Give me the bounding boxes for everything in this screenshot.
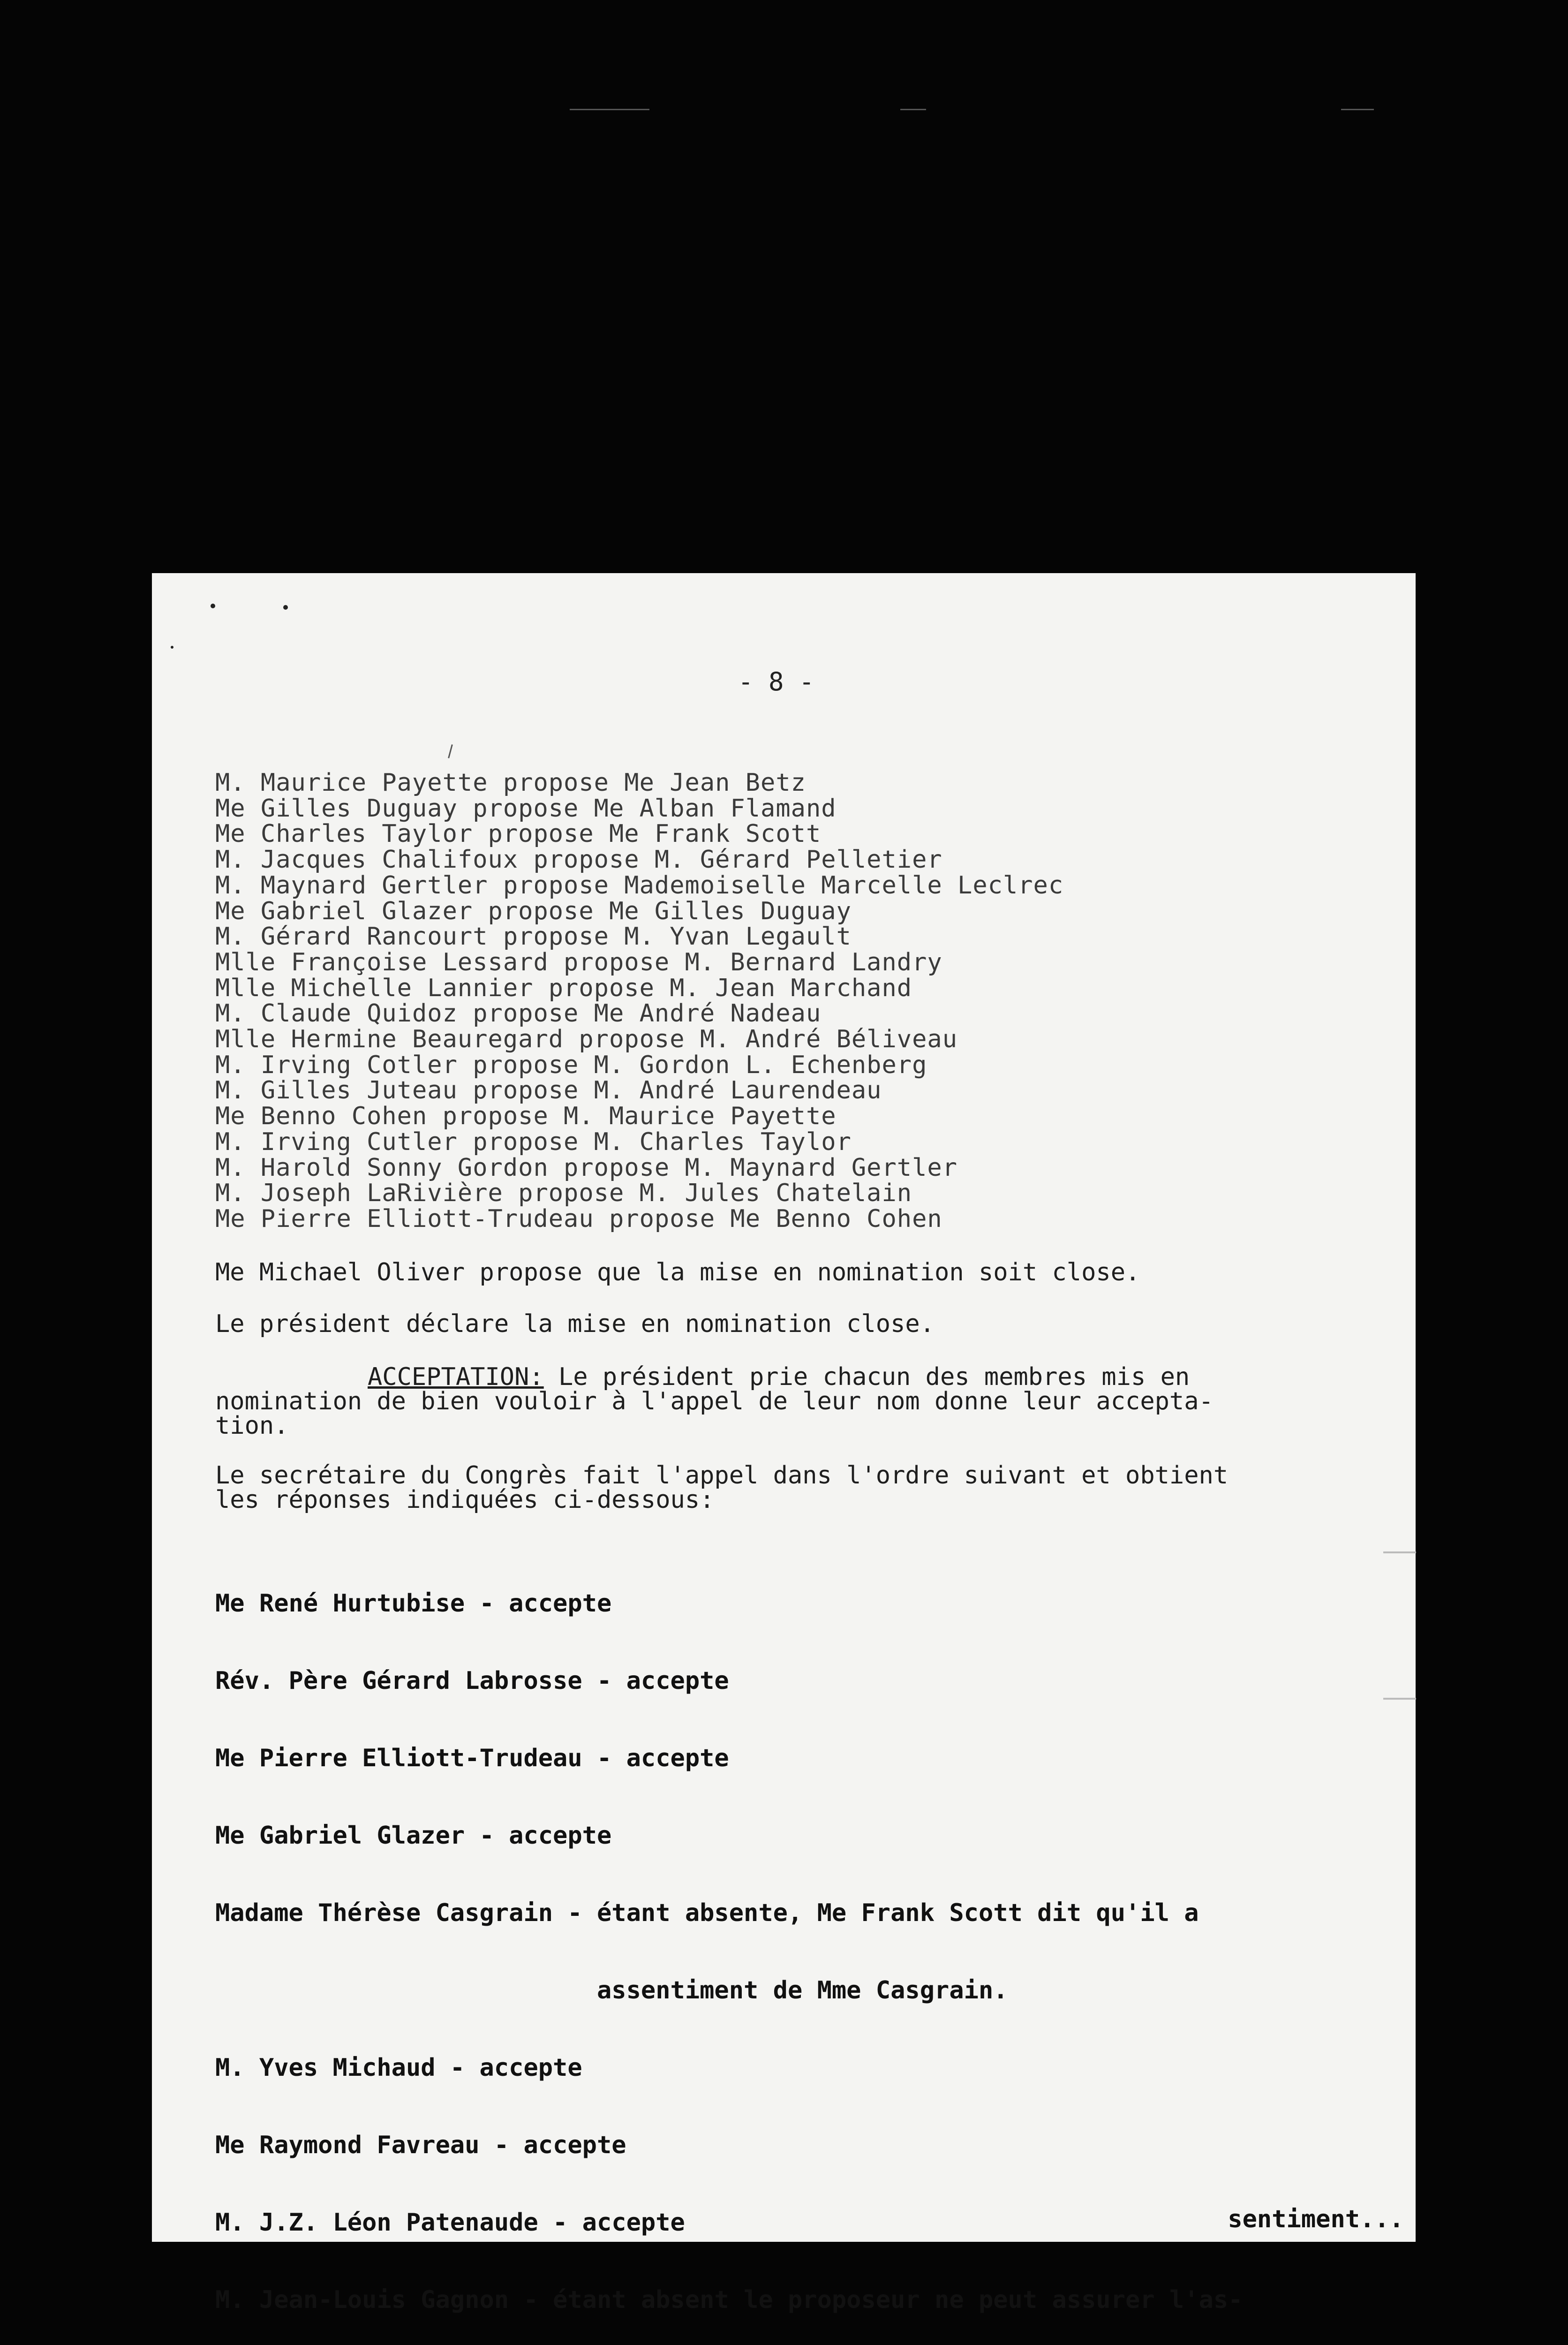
acceptation-text: nomination de bien vouloir à l'appel de leur nom donne leur accepta-	[215, 1387, 1214, 1415]
nomination-line: Me Gabriel Glazer propose Me Gilles Duguay	[215, 897, 852, 925]
nomination-line: M. Gérard Rancourt propose M. Yvan Legault	[215, 923, 852, 951]
nomination-line: Me Benno Cohen propose M. Maurice Payette	[215, 1102, 837, 1131]
film-mark	[1341, 109, 1374, 110]
nomination-line: Me Gilles Duguay propose Me Alban Flamand	[215, 794, 837, 823]
acceptation-text: Le président prie chacun des membres mis en	[543, 1363, 1190, 1391]
film-mark	[900, 109, 926, 110]
margin-mark	[1383, 1698, 1416, 1700]
response-line: M. Jean-Louis Gagnon - étant absent le proposeur ne peut assurer l'as-	[215, 2286, 1243, 2314]
closing-declaration: Le président déclare la mise en nomination close.	[215, 1310, 935, 1338]
response-line: Me René Hurtubise - accepte	[215, 1589, 612, 1618]
nomination-line: M. Joseph LaRivière propose M. Jules Chatelain	[215, 1179, 912, 1208]
page-number: - 8 -	[738, 667, 814, 696]
response-line: Me Pierre Elliott-Trudeau - accepte	[215, 1744, 729, 1772]
response-line: Me Gabriel Glazer - accepte	[215, 1822, 612, 1850]
nominations-list	[215, 770, 1063, 1232]
responses-list	[215, 1539, 1243, 2345]
film-mark	[570, 109, 649, 110]
nomination-line: Mlle Hermine Beauregard propose M. André Béliveau	[215, 1025, 958, 1054]
document-page	[152, 573, 1416, 2314]
response-line: Me Raymond Favreau - accepte	[215, 2131, 626, 2159]
nomination-line: M. Maynard Gertler propose Mademoiselle Marcelle Leclrec	[215, 871, 1064, 900]
nomination-line: Me Charles Taylor propose Me Frank Scott	[215, 820, 822, 848]
closing-motion: Me Michael Oliver propose que la mise en nomination soit close.	[215, 1258, 1140, 1286]
nomination-line: Mlle Michelle Lannier propose M. Jean Marchand	[215, 974, 912, 1002]
speck	[283, 605, 288, 610]
response-line: Rév. Père Gérard Labrosse - accepte	[215, 1667, 729, 1695]
pen-mark	[448, 744, 453, 758]
secretary-text: les réponses indiquées ci-dessous:	[215, 1486, 715, 1514]
response-line: M. J.Z. Léon Patenaude - accepte	[215, 2209, 685, 2237]
nomination-line: Mlle Françoise Lessard propose M. Bernard Landry	[215, 948, 942, 976]
nomination-line: M. Jacques Chalifoux propose M. Gérard Pelletier	[215, 846, 942, 874]
nomination-line: M. Gilles Juteau propose M. André Laurendeau	[215, 1076, 882, 1105]
continuation-text: sentiment...	[1228, 2205, 1404, 2233]
nomination-line: M. Maurice Payette propose Me Jean Betz	[215, 769, 806, 797]
response-line: assentiment de Mme Casgrain.	[215, 1976, 1008, 2005]
nomination-line: M. Irving Cutler propose M. Charles Taylor	[215, 1127, 852, 1156]
nomination-line: Me Pierre Elliott-Trudeau propose Me Benno Cohen	[215, 1204, 942, 1233]
nomination-line: M. Harold Sonny Gordon propose M. Maynard Gertler	[215, 1153, 958, 1182]
acceptation-text: tion.	[215, 1412, 289, 1440]
response-line: Madame Thérèse Casgrain - étant absente, Me Frank Scott dit qu'il a	[215, 1899, 1199, 1927]
speck	[171, 646, 173, 649]
response-line: M. Yves Michaud - accepte	[215, 2054, 582, 2082]
speck	[211, 604, 215, 608]
margin-mark	[1383, 1551, 1416, 1553]
secretary-text: Le secrétaire du Congrès fait l'appel dans l'ordre suivant et obtient	[215, 1461, 1229, 1490]
acceptation-heading: ACCEPTATION:	[368, 1363, 544, 1391]
nomination-line: M. Claude Quidoz propose Me André Nadeau	[215, 999, 822, 1028]
nomination-line: M. Irving Cotler propose M. Gordon L. Echenberg	[215, 1051, 927, 1079]
